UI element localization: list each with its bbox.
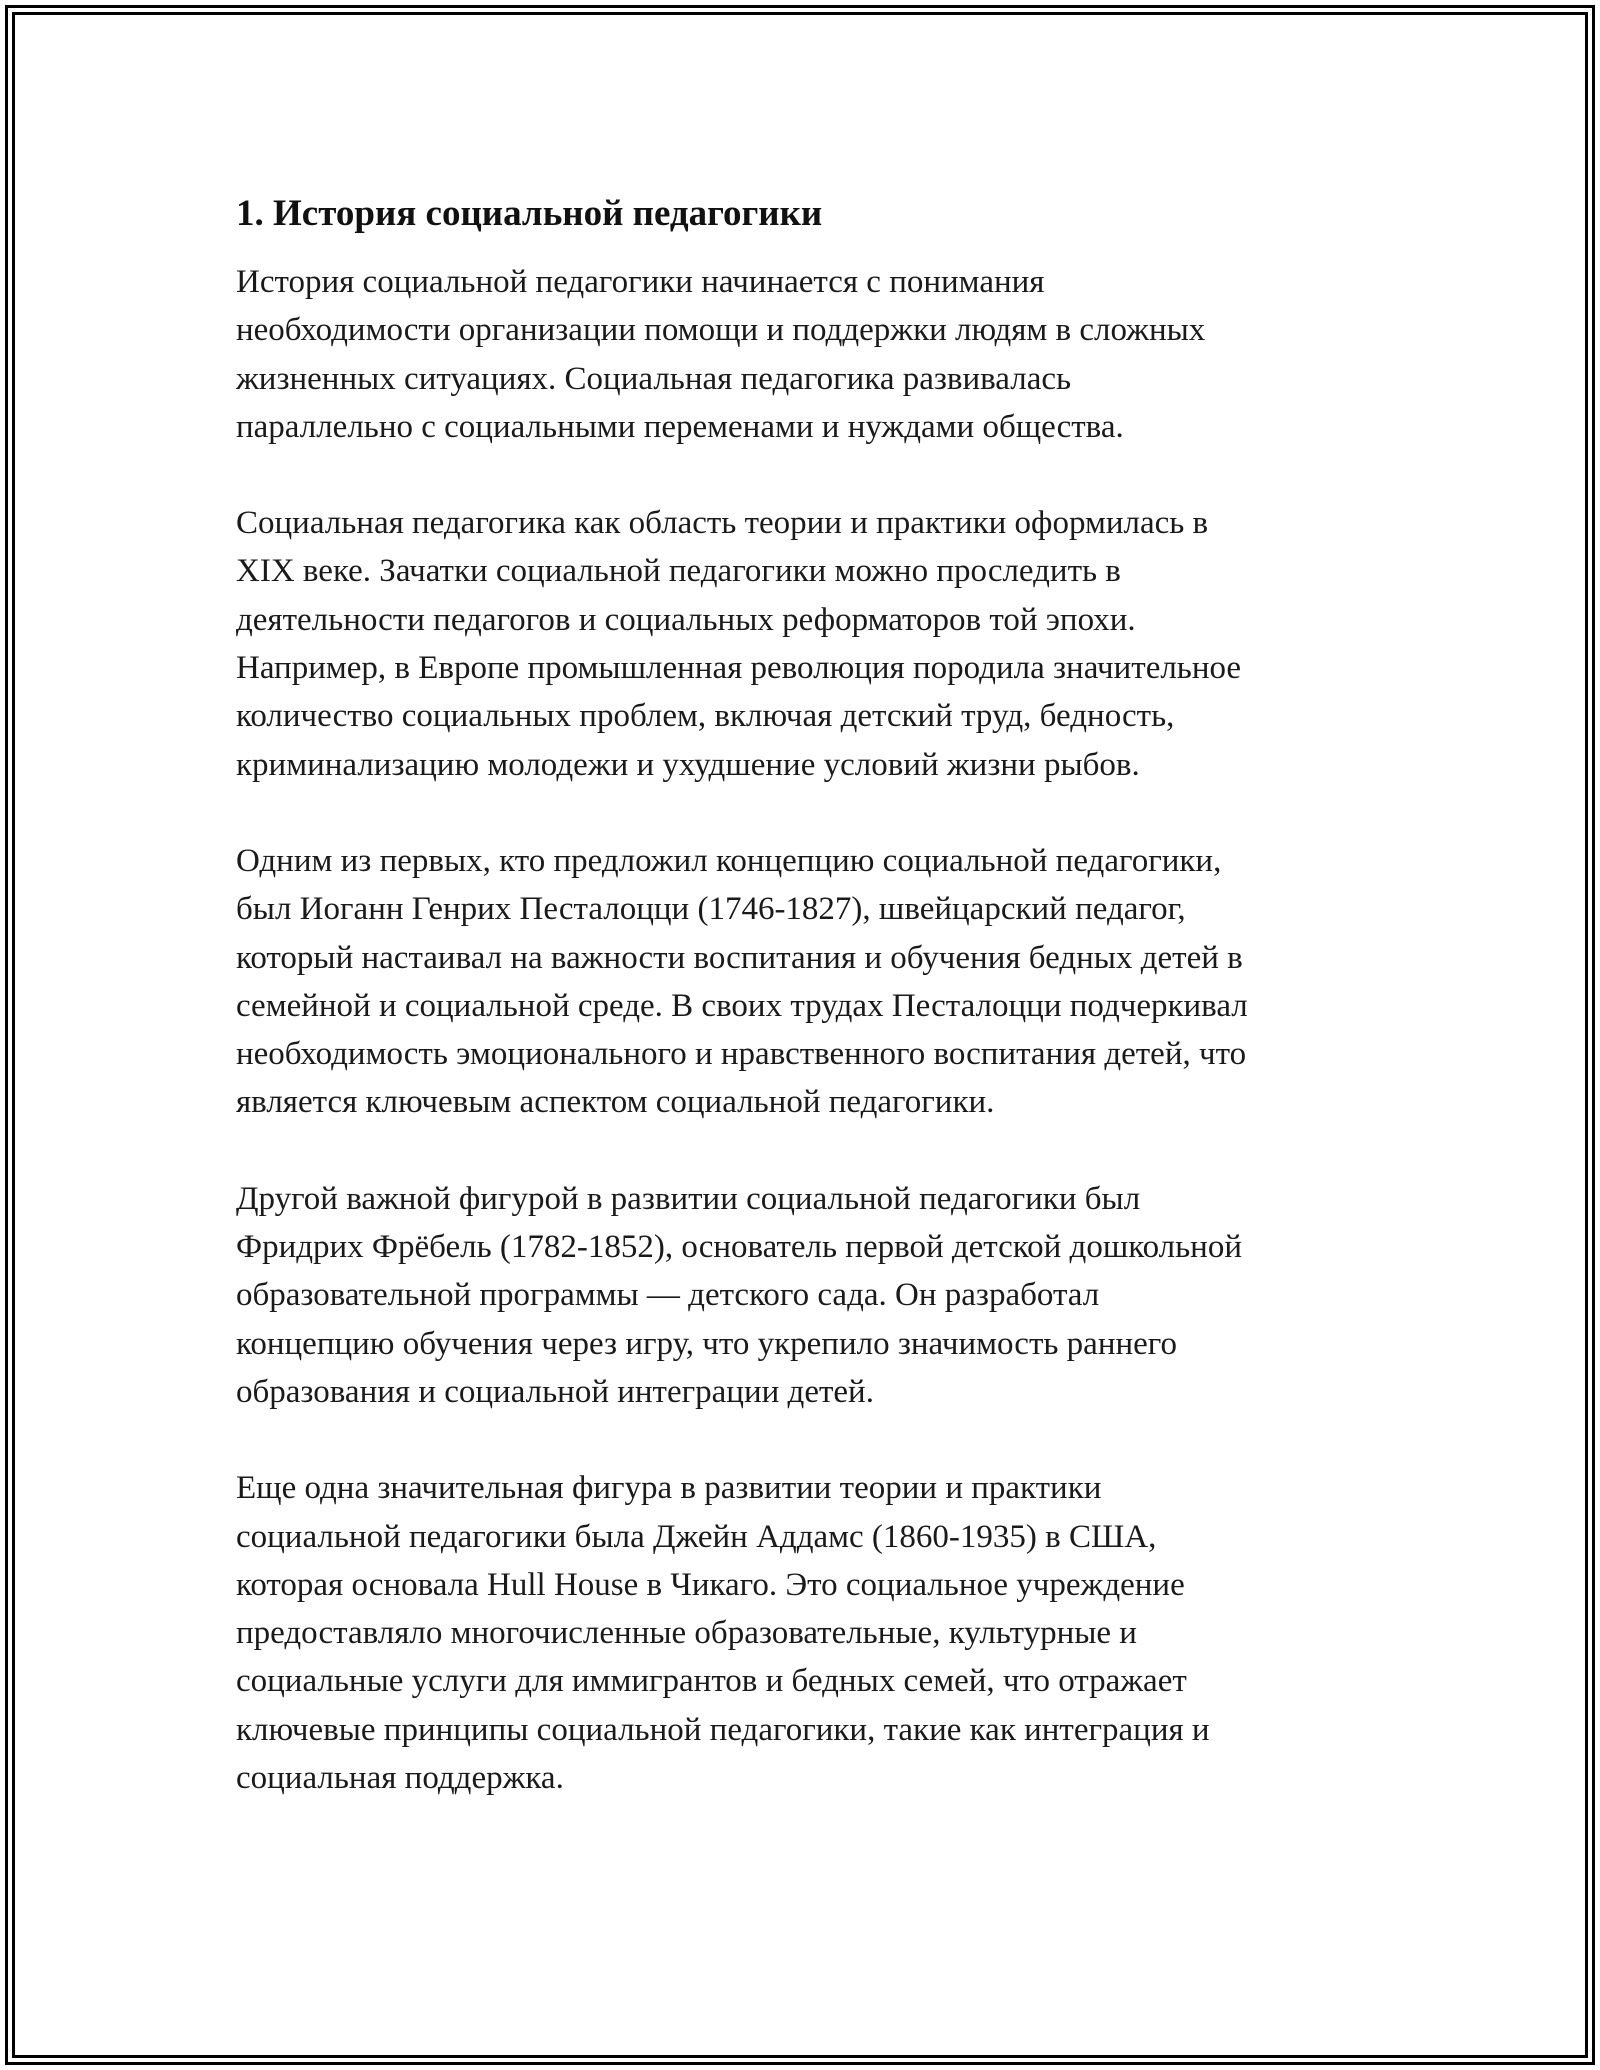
paragraph-intro: История социальной педагогики начинается с понимания необходимости организации помощи и поддержки людям в сложных жизненных ситуациях. Социальная педагогика развивалась параллельно с социальными переменами и нуждами общества. xyxy=(236,264,1206,445)
paragraph-addams: Еще одна значительная фигура в развитии теории и практики социальной педагогики была Джейн Аддамс (1860-1935) в США, которая основала Hull House в Чикаго. Это социальное учреждение предоставляло многочисленные образовательные, культурные и социальные услуги для иммигрантов и бедных семей, что отражает ключевые принципы социальной педагогики, такие как интеграция и социальная поддержка. xyxy=(236,1470,1210,1797)
paragraph-nineteenth-century: Социальная педагогика как область теории и практики оформилась в XIX веке. Зачатки социальной педагогики можно проследить в деятельности педагогов и социальных реформаторов той эпохи. Например, в Европе промышленная революция породила значительное количество социальных проблем, включая детский труд, бедность, криминализацию молодежи и ухудшение условий жизни рыбов. xyxy=(236,505,1242,783)
section-heading: 1. История социальной педагогики xyxy=(236,193,823,234)
paragraph-froebel: Другой важной фигурой в развитии социальной педагогики был Фридрих Фрёбель (1782-1852), основатель первой детской дошкольной образовательной программы — детского сада. Он разработал концепцию обучения через игру, что укрепило значимость раннего образования и социальной интеграции детей. xyxy=(236,1180,1243,1410)
paragraph-pestalozzi: Одним из первых, кто предложил концепцию социальной педагогики, был Иоганн Генрих Песталоцци (1746-1827), швейцарский педагог, который настаивал на важности воспитания и обучения бедных детей в семейной и социальной среде. В своих трудах Песталоцци подчеркивал необходимость эмоционального и нравственного воспитания детей, что является ключевым аспектом социальной педагогики. xyxy=(236,842,1248,1121)
document-body xyxy=(236,190,1396,1850)
